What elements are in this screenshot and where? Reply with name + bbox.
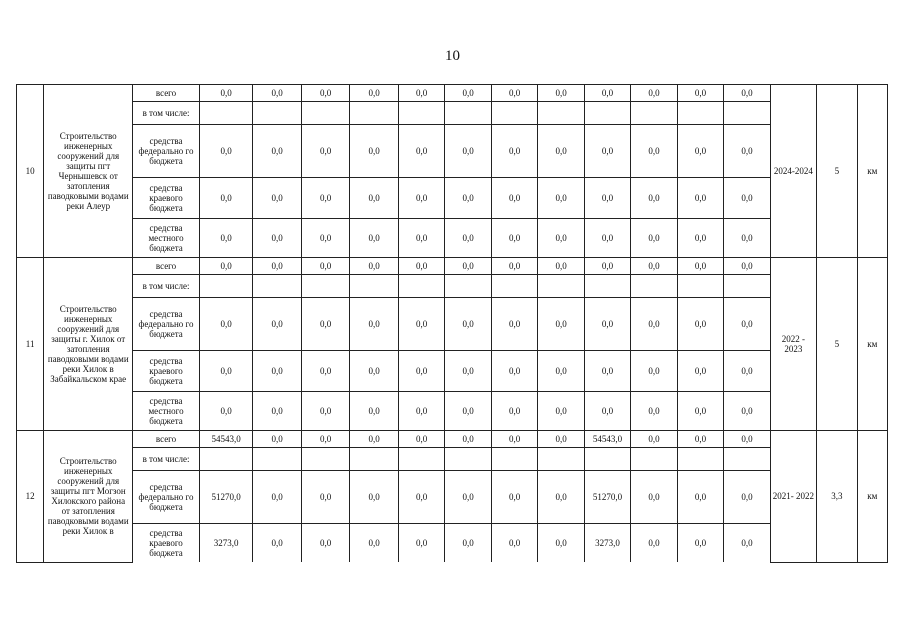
amount-cell: 0,0 bbox=[491, 125, 537, 178]
amount-cell bbox=[538, 275, 584, 298]
amount-cell: 0,0 bbox=[584, 298, 630, 351]
amount-cell bbox=[677, 102, 723, 125]
amount-cell: 0,0 bbox=[253, 351, 302, 392]
amount-cell: 0,0 bbox=[677, 178, 723, 219]
funding-source-label: в том числе: bbox=[133, 102, 200, 125]
amount-cell: 0,0 bbox=[677, 392, 723, 431]
amount-cell: 0,0 bbox=[631, 178, 677, 219]
amount-cell: 3273,0 bbox=[199, 524, 253, 563]
amount-cell: 0,0 bbox=[631, 524, 677, 563]
amount-cell bbox=[350, 448, 399, 471]
amount-cell: 0,0 bbox=[631, 298, 677, 351]
amount-cell: 0,0 bbox=[538, 351, 584, 392]
amount-cell: 0,0 bbox=[398, 258, 444, 275]
amount-cell: 0,0 bbox=[677, 471, 723, 524]
amount-cell: 0,0 bbox=[677, 298, 723, 351]
amount-cell: 0,0 bbox=[253, 85, 302, 102]
amount-cell: 0,0 bbox=[445, 219, 491, 258]
amount-cell: 0,0 bbox=[724, 392, 770, 431]
amount-cell: 0,0 bbox=[301, 431, 350, 448]
amount-cell: 0,0 bbox=[724, 258, 770, 275]
amount-cell: 0,0 bbox=[445, 524, 491, 563]
amount-cell: 0,0 bbox=[724, 219, 770, 258]
amount-cell: 0,0 bbox=[253, 219, 302, 258]
table-row bbox=[17, 471, 888, 524]
amount-cell: 0,0 bbox=[677, 219, 723, 258]
amount-cell bbox=[398, 275, 444, 298]
amount-cell: 0,0 bbox=[301, 351, 350, 392]
amount-cell bbox=[538, 448, 584, 471]
amount-cell: 0,0 bbox=[538, 125, 584, 178]
amount-cell: 0,0 bbox=[491, 258, 537, 275]
amount-cell bbox=[350, 102, 399, 125]
amount-cell bbox=[584, 275, 630, 298]
amount-cell: 0,0 bbox=[538, 298, 584, 351]
amount-cell: 0,0 bbox=[398, 351, 444, 392]
amount-cell: 3273,0 bbox=[584, 524, 630, 563]
amount-cell: 0,0 bbox=[677, 125, 723, 178]
amount-cell: 0,0 bbox=[491, 219, 537, 258]
amount-cell bbox=[445, 102, 491, 125]
amount-cell: 0,0 bbox=[350, 178, 399, 219]
funding-source-label: средства федерально го бюджета bbox=[133, 125, 200, 178]
amount-cell: 0,0 bbox=[445, 258, 491, 275]
table-row bbox=[17, 448, 888, 471]
project-number: 10 bbox=[17, 85, 44, 258]
amount-cell: 54543,0 bbox=[584, 431, 630, 448]
amount-cell bbox=[491, 448, 537, 471]
amount-cell: 0,0 bbox=[584, 125, 630, 178]
table-row bbox=[17, 102, 888, 125]
amount-cell: 0,0 bbox=[253, 258, 302, 275]
amount-cell: 0,0 bbox=[631, 431, 677, 448]
amount-cell: 0,0 bbox=[398, 431, 444, 448]
amount-cell: 0,0 bbox=[631, 258, 677, 275]
funding-source-label: средства местного бюджета bbox=[133, 392, 200, 431]
amount-cell: 0,0 bbox=[199, 392, 253, 431]
amount-cell bbox=[301, 275, 350, 298]
budget-table-body bbox=[17, 85, 888, 563]
amount-cell: 0,0 bbox=[350, 85, 399, 102]
funding-source-label: средства федерально го бюджета bbox=[133, 471, 200, 524]
amount-cell: 0,0 bbox=[350, 298, 399, 351]
project-name: Строительство инженерных сооружений для защиты г. Хилок от затопления паводковыми водами реки Хилок в Забайкальском крае bbox=[44, 258, 133, 431]
amount-cell: 0,0 bbox=[724, 431, 770, 448]
amount-cell: 0,0 bbox=[199, 351, 253, 392]
amount-cell: 0,0 bbox=[398, 298, 444, 351]
amount-cell: 0,0 bbox=[491, 392, 537, 431]
amount-cell: 0,0 bbox=[445, 298, 491, 351]
amount-cell bbox=[631, 448, 677, 471]
amount-cell bbox=[301, 102, 350, 125]
project-name: Строительство инженерных сооружений для защиты пгт Чернышевск от затопления паводковыми водами реки Алеур bbox=[44, 85, 133, 258]
amount-cell: 0,0 bbox=[253, 178, 302, 219]
amount-cell: 0,0 bbox=[301, 471, 350, 524]
amount-cell: 0,0 bbox=[445, 431, 491, 448]
amount-cell: 0,0 bbox=[584, 219, 630, 258]
amount-cell: 0,0 bbox=[724, 85, 770, 102]
funding-source-label: всего bbox=[133, 85, 200, 102]
amount-cell: 0,0 bbox=[631, 219, 677, 258]
amount-cell: 51270,0 bbox=[584, 471, 630, 524]
table-row bbox=[17, 275, 888, 298]
amount-cell: 0,0 bbox=[253, 524, 302, 563]
amount-cell: 0,0 bbox=[538, 258, 584, 275]
amount-cell: 0,0 bbox=[398, 524, 444, 563]
amount-cell: 0,0 bbox=[631, 471, 677, 524]
amount-cell: 0,0 bbox=[491, 524, 537, 563]
funding-source-label: средства федерально го бюджета bbox=[133, 298, 200, 351]
amount-cell: 0,0 bbox=[631, 351, 677, 392]
amount-cell: 0,0 bbox=[677, 258, 723, 275]
table-row bbox=[17, 392, 888, 431]
amount-cell: 0,0 bbox=[584, 351, 630, 392]
amount-cell: 0,0 bbox=[538, 85, 584, 102]
amount-cell: 0,0 bbox=[350, 392, 399, 431]
amount-cell bbox=[538, 102, 584, 125]
amount-cell: 0,0 bbox=[398, 178, 444, 219]
amount-cell: 0,0 bbox=[538, 471, 584, 524]
amount-cell: 0,0 bbox=[677, 431, 723, 448]
capacity-value: 5 bbox=[817, 85, 857, 258]
amount-cell bbox=[398, 102, 444, 125]
amount-cell: 0,0 bbox=[350, 351, 399, 392]
amount-cell: 0,0 bbox=[301, 219, 350, 258]
amount-cell: 0,0 bbox=[350, 471, 399, 524]
amount-cell: 0,0 bbox=[491, 298, 537, 351]
amount-cell: 0,0 bbox=[445, 351, 491, 392]
amount-cell: 0,0 bbox=[301, 178, 350, 219]
capacity-unit: км bbox=[857, 258, 887, 431]
implementation-period: 2024-2024 bbox=[770, 85, 816, 258]
amount-cell bbox=[677, 448, 723, 471]
amount-cell: 0,0 bbox=[199, 125, 253, 178]
amount-cell: 0,0 bbox=[445, 178, 491, 219]
amount-cell: 0,0 bbox=[538, 178, 584, 219]
amount-cell: 0,0 bbox=[538, 392, 584, 431]
amount-cell bbox=[724, 275, 770, 298]
amount-cell: 0,0 bbox=[677, 85, 723, 102]
amount-cell bbox=[584, 448, 630, 471]
capacity-unit: км bbox=[857, 85, 887, 258]
amount-cell: 0,0 bbox=[677, 351, 723, 392]
amount-cell: 0,0 bbox=[538, 431, 584, 448]
amount-cell: 0,0 bbox=[199, 178, 253, 219]
amount-cell: 0,0 bbox=[199, 85, 253, 102]
funding-source-label: в том числе: bbox=[133, 448, 200, 471]
amount-cell bbox=[253, 275, 302, 298]
amount-cell: 0,0 bbox=[445, 471, 491, 524]
funding-source-label: средства краевого бюджета bbox=[133, 351, 200, 392]
amount-cell bbox=[350, 275, 399, 298]
amount-cell: 0,0 bbox=[584, 85, 630, 102]
table-row bbox=[17, 431, 888, 448]
amount-cell: 0,0 bbox=[631, 392, 677, 431]
amount-cell bbox=[491, 275, 537, 298]
amount-cell: 0,0 bbox=[724, 524, 770, 563]
amount-cell bbox=[199, 448, 253, 471]
funding-source-label: в том числе: bbox=[133, 275, 200, 298]
amount-cell: 0,0 bbox=[350, 219, 399, 258]
amount-cell: 0,0 bbox=[491, 471, 537, 524]
amount-cell: 0,0 bbox=[253, 431, 302, 448]
amount-cell: 0,0 bbox=[491, 178, 537, 219]
amount-cell: 0,0 bbox=[253, 471, 302, 524]
amount-cell bbox=[445, 275, 491, 298]
amount-cell: 51270,0 bbox=[199, 471, 253, 524]
amount-cell: 0,0 bbox=[584, 392, 630, 431]
amount-cell: 0,0 bbox=[491, 431, 537, 448]
amount-cell: 54543,0 bbox=[199, 431, 253, 448]
amount-cell bbox=[584, 102, 630, 125]
amount-cell: 0,0 bbox=[584, 178, 630, 219]
funding-source-label: всего bbox=[133, 258, 200, 275]
budget-table bbox=[16, 84, 888, 563]
amount-cell: 0,0 bbox=[724, 178, 770, 219]
table-row bbox=[17, 258, 888, 275]
amount-cell: 0,0 bbox=[398, 85, 444, 102]
amount-cell: 0,0 bbox=[199, 298, 253, 351]
amount-cell bbox=[724, 102, 770, 125]
amount-cell bbox=[445, 448, 491, 471]
capacity-value: 3,3 bbox=[817, 431, 857, 563]
amount-cell bbox=[398, 448, 444, 471]
amount-cell: 0,0 bbox=[253, 392, 302, 431]
amount-cell: 0,0 bbox=[677, 524, 723, 563]
amount-cell: 0,0 bbox=[301, 298, 350, 351]
amount-cell: 0,0 bbox=[301, 258, 350, 275]
funding-source-label: всего bbox=[133, 431, 200, 448]
table-row bbox=[17, 125, 888, 178]
page-number: 10 bbox=[445, 48, 460, 64]
amount-cell bbox=[724, 448, 770, 471]
amount-cell: 0,0 bbox=[301, 524, 350, 563]
amount-cell bbox=[253, 448, 302, 471]
amount-cell: 0,0 bbox=[398, 219, 444, 258]
amount-cell: 0,0 bbox=[350, 431, 399, 448]
amount-cell: 0,0 bbox=[631, 125, 677, 178]
amount-cell bbox=[677, 275, 723, 298]
amount-cell: 0,0 bbox=[253, 125, 302, 178]
amount-cell: 0,0 bbox=[350, 258, 399, 275]
funding-source-label: средства краевого бюджета bbox=[133, 524, 200, 563]
table-row bbox=[17, 524, 888, 563]
amount-cell: 0,0 bbox=[398, 471, 444, 524]
amount-cell bbox=[253, 102, 302, 125]
amount-cell bbox=[631, 275, 677, 298]
amount-cell: 0,0 bbox=[445, 392, 491, 431]
amount-cell: 0,0 bbox=[631, 85, 677, 102]
amount-cell: 0,0 bbox=[724, 125, 770, 178]
funding-source-label: средства краевого бюджета bbox=[133, 178, 200, 219]
amount-cell: 0,0 bbox=[538, 524, 584, 563]
amount-cell: 0,0 bbox=[445, 125, 491, 178]
amount-cell bbox=[491, 102, 537, 125]
amount-cell: 0,0 bbox=[491, 351, 537, 392]
capacity-unit: км bbox=[857, 431, 887, 563]
amount-cell: 0,0 bbox=[445, 85, 491, 102]
implementation-period: 2021- 2022 bbox=[770, 431, 816, 563]
table-row bbox=[17, 351, 888, 392]
amount-cell: 0,0 bbox=[301, 85, 350, 102]
amount-cell: 0,0 bbox=[301, 125, 350, 178]
amount-cell bbox=[631, 102, 677, 125]
amount-cell: 0,0 bbox=[199, 258, 253, 275]
amount-cell: 0,0 bbox=[724, 471, 770, 524]
project-name: Строительство инженерных сооружений для защиты пгт Могзон Хилокского района от затопления паводковыми водами реки Хилок в bbox=[44, 431, 133, 563]
project-number: 11 bbox=[17, 258, 44, 431]
amount-cell: 0,0 bbox=[398, 392, 444, 431]
amount-cell: 0,0 bbox=[538, 219, 584, 258]
amount-cell: 0,0 bbox=[350, 524, 399, 563]
amount-cell: 0,0 bbox=[398, 125, 444, 178]
amount-cell bbox=[199, 275, 253, 298]
amount-cell: 0,0 bbox=[584, 258, 630, 275]
amount-cell: 0,0 bbox=[199, 219, 253, 258]
project-number: 12 bbox=[17, 431, 44, 563]
amount-cell: 0,0 bbox=[301, 392, 350, 431]
table-row bbox=[17, 85, 888, 102]
implementation-period: 2022 - 2023 bbox=[770, 258, 816, 431]
funding-source-label: средства местного бюджета bbox=[133, 219, 200, 258]
table-row bbox=[17, 178, 888, 219]
amount-cell bbox=[301, 448, 350, 471]
amount-cell bbox=[199, 102, 253, 125]
amount-cell: 0,0 bbox=[724, 298, 770, 351]
amount-cell: 0,0 bbox=[350, 125, 399, 178]
table-row bbox=[17, 219, 888, 258]
amount-cell: 0,0 bbox=[253, 298, 302, 351]
capacity-value: 5 bbox=[817, 258, 857, 431]
table-row bbox=[17, 298, 888, 351]
amount-cell: 0,0 bbox=[491, 85, 537, 102]
amount-cell: 0,0 bbox=[724, 351, 770, 392]
